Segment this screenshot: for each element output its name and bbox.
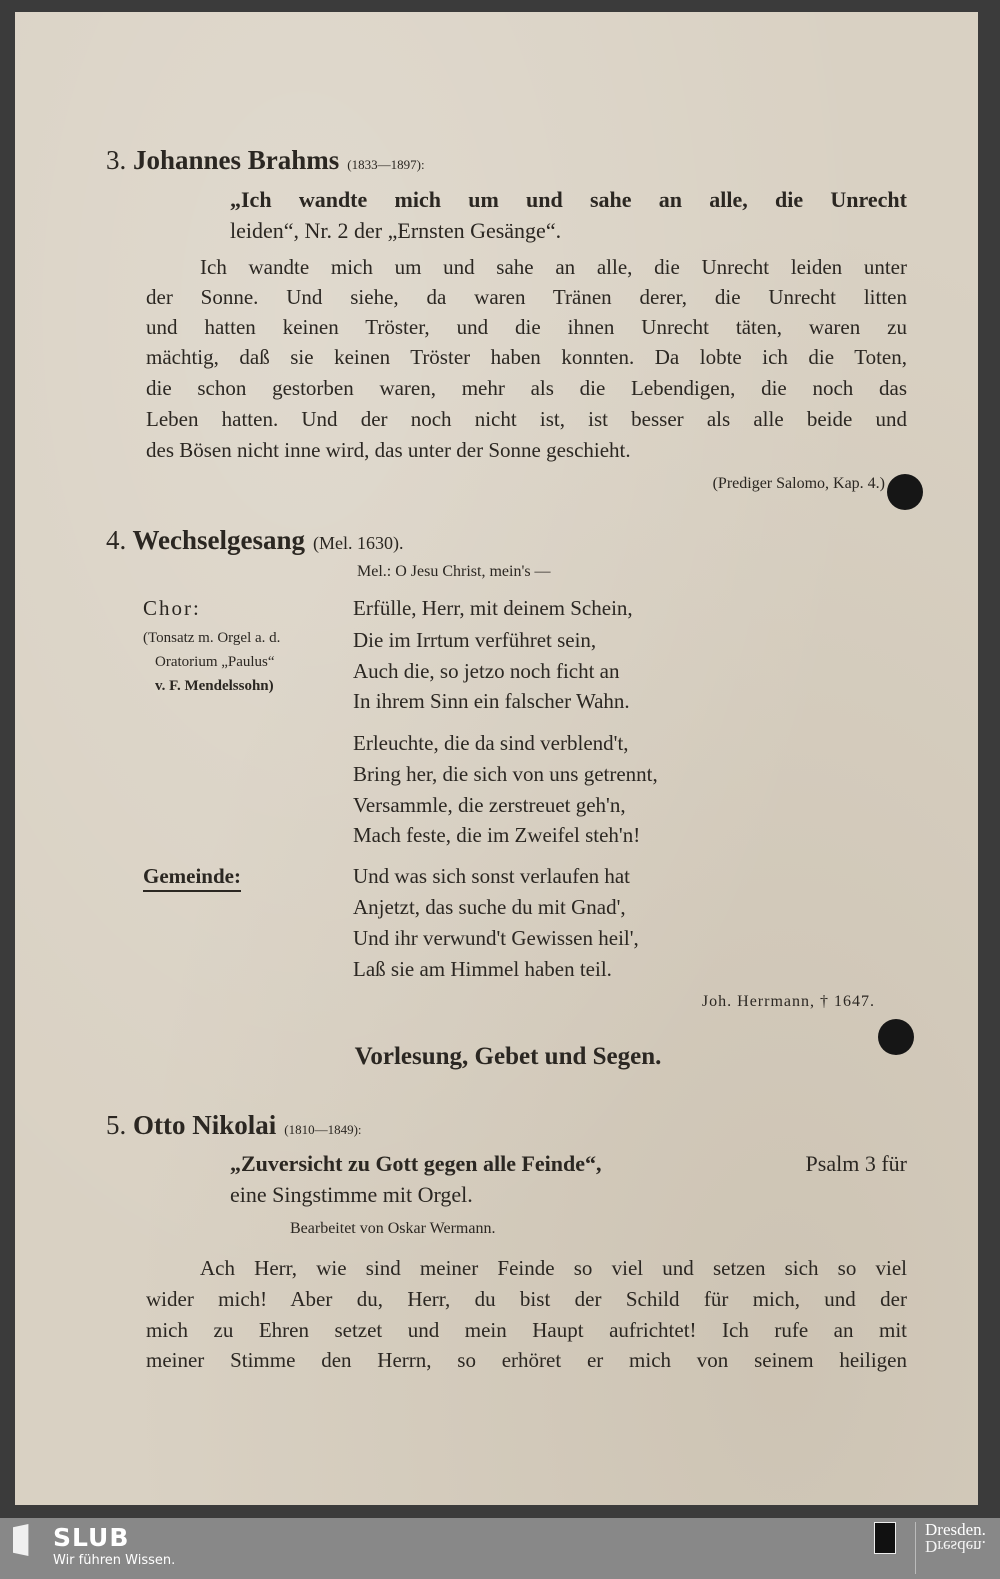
dresden-crest-icon <box>874 1522 896 1554</box>
verse-line: In ihrem Sinn ein falscher Wahn. <box>353 689 630 713</box>
text-line: meiner Stimme den Herrn, so erhöret er mich von seinem heiligen <box>146 1348 907 1372</box>
footer-bar <box>0 1518 1000 1579</box>
text-line: Leben hatten. Und der noch nicht ist, ist besser als alle beide und <box>146 407 907 431</box>
melody-reference: (Mel. 1630). <box>313 533 404 553</box>
verse-line: Laß sie am Himmel haben teil. <box>353 957 612 981</box>
text-line: des Bösen nicht inne wird, das unter der Sonne geschieht. <box>146 438 631 462</box>
section-number: 5. <box>106 1110 127 1140</box>
book-icon <box>13 1524 35 1556</box>
section-3-heading <box>106 145 425 175</box>
gemeinde-label <box>143 861 241 891</box>
composer-years: (1833—1897): <box>347 157 425 172</box>
text-line: und hatten keinen Tröster, und die ihnen Unrecht täten, waren zu <box>146 315 907 339</box>
work-title: leiden“, Nr. 2 der „Ernsten Gesänge“. <box>230 218 562 243</box>
text-line: mich zu Ehren setzet und mein Haupt aufrichtet! Ich rufe an mit <box>146 1318 907 1342</box>
work-title: „Ich wandte mich um und sahe an alle, die Unrecht <box>230 187 907 212</box>
chor-note: v. F. Mendelssohn) <box>155 678 274 694</box>
gemeinde-label-text: Gemeinde: <box>143 864 241 892</box>
city-logo[interactable]: Dresden. <box>925 1520 986 1539</box>
composer-years: (1810—1849): <box>284 1122 362 1137</box>
melody-line: Mel.: O Jesu Christ, mein's — <box>357 563 551 580</box>
verse-line: Und was sich sonst verlaufen hat <box>353 864 631 888</box>
section-title: Wechselgesang <box>132 525 306 555</box>
text-line: wider mich! Aber du, Herr, du bist der Schild für mich, und der <box>146 1287 907 1311</box>
chor-note: Oratorium „Paulus“ <box>155 654 275 670</box>
section-5-heading <box>106 1110 362 1140</box>
chor-note: (Tonsatz m. Orgel a. d. <box>143 630 281 646</box>
section-4-heading <box>106 525 404 555</box>
verse-line: Anjetzt, das suche du mit Gnad', <box>353 895 626 919</box>
arranger: Bearbeitet von Oskar Wermann. <box>290 1220 496 1237</box>
composer-name: Otto Nikolai <box>133 1110 277 1140</box>
text-line: die schon gestorben waren, mehr als die Lebendigen, die noch das <box>146 376 907 400</box>
work-title-rest: Psalm 3 für <box>805 1151 907 1176</box>
verse-line: Die im Irrtum verführet sein, <box>353 628 597 652</box>
text-line: Ach Herr, wie sind meiner Feinde so viel und setzen sich so viel <box>200 1256 907 1280</box>
hymn-author: Joh. Herrmann, † 1647. <box>701 993 875 1010</box>
verse-line: Versammle, die zerstreuet geh'n, <box>353 793 626 817</box>
city-logo-reflection: Dresden. <box>925 1537 986 1556</box>
verse-line: Erleuchte, die da sind verblend't, <box>353 731 629 755</box>
citation: (Prediger Salomo, Kap. 4.) <box>712 475 885 492</box>
interlude-heading: Vorlesung, Gebet und Segen. <box>354 1043 662 1070</box>
section-number: 4. <box>106 525 127 555</box>
verse-line: Mach feste, die im Zweifel steh'n! <box>353 823 641 847</box>
text-line: der Sonne. Und siehe, da waren Tränen derer, die Unrecht litten <box>146 285 907 309</box>
text-line: mächtig, daß sie keinen Tröster haben konnten. Da lobte ich die Toten, <box>146 345 907 369</box>
divider <box>915 1522 916 1574</box>
work-title <box>230 1149 907 1179</box>
verse-line: Und ihr verwund't Gewissen heil', <box>353 926 639 950</box>
text-line: Ich wandte mich um und sahe an alle, die Unrecht leiden unter <box>200 255 907 279</box>
verse-line: Bring her, die sich von uns getrennt, <box>353 762 658 786</box>
section-number: 3. <box>106 145 127 175</box>
verse-line: Erfülle, Herr, mit deinem Schein, <box>353 596 633 620</box>
verse-line: Auch die, so jetzo noch ficht an <box>353 659 620 683</box>
work-title: eine Singstimme mit Orgel. <box>230 1182 473 1207</box>
brand-slogan: Wir führen Wissen. <box>53 1553 176 1568</box>
work-title-bold: „Zuversicht zu Gott gegen alle Feinde“, <box>230 1151 602 1176</box>
brand-name[interactable]: SLUB <box>53 1523 130 1552</box>
chor-label: Chor: <box>143 596 201 620</box>
composer-name: Johannes Brahms <box>133 145 340 175</box>
punch-hole <box>887 474 923 510</box>
